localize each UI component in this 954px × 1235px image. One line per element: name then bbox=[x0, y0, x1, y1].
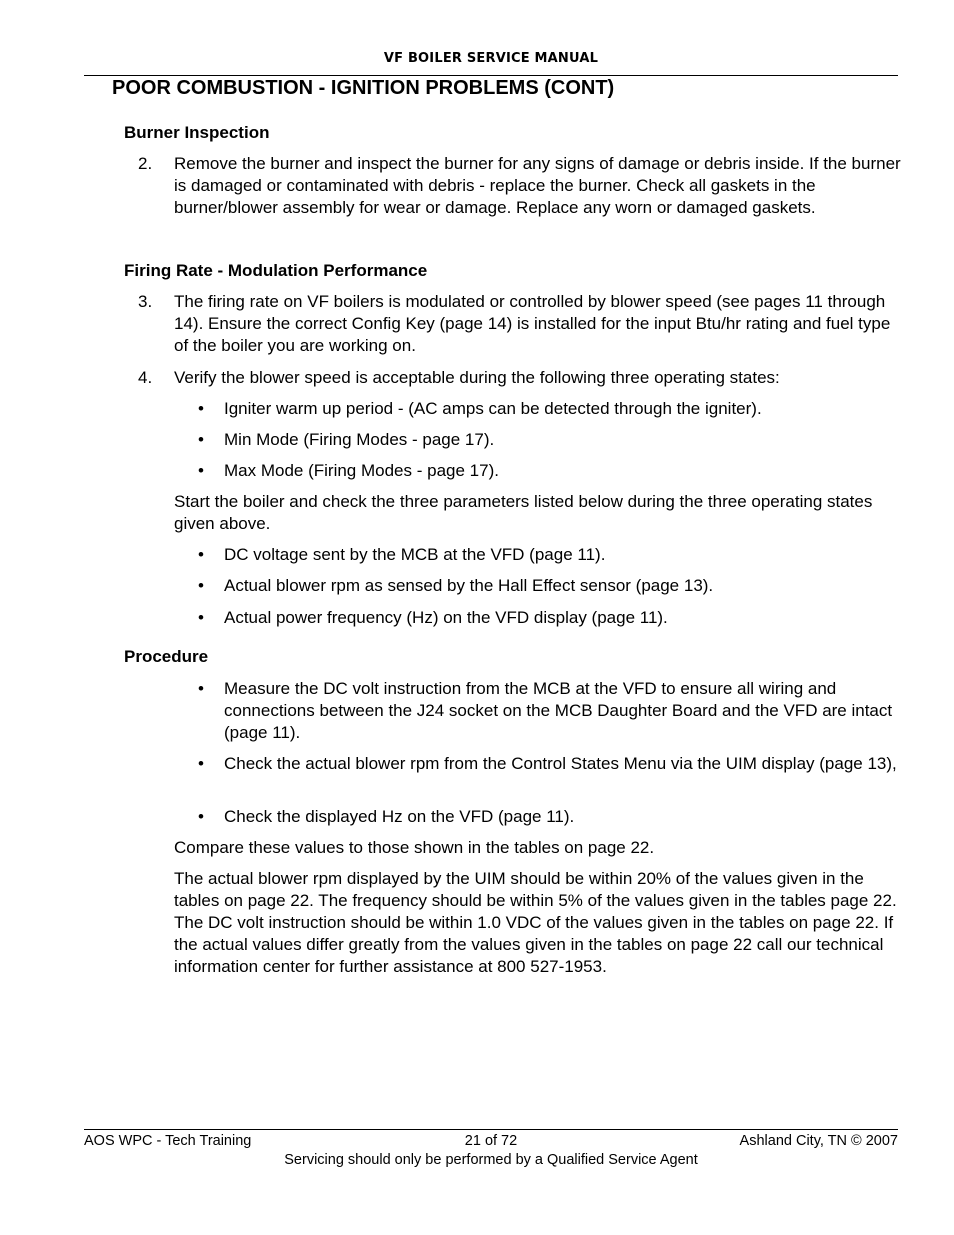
footer-service-notice: Servicing should only be performed by a Qualified Service Agent bbox=[284, 1152, 698, 1168]
bullet-icon: • bbox=[198, 608, 204, 627]
manual-header-title: VF BOILER SERVICE MANUAL bbox=[383, 51, 599, 66]
start-boiler-paragraph: Start the boiler and check the three parameters listed below during the three operating states given above. bbox=[174, 492, 873, 533]
footer-left: AOS WPC - Tech Training bbox=[84, 1133, 252, 1149]
bullet-icon: • bbox=[198, 576, 204, 595]
procedure-step: Measure the DC volt instruction from the MCB at the VFD to ensure all wiring and connections between the J24 socket on the MCB Daughter Board and the VFD are intact (page 11). bbox=[224, 679, 893, 742]
footer-right: Ashland City, TN © 2007 bbox=[739, 1133, 898, 1149]
list-item-text: The firing rate on VF boilers is modulated or controlled by blower speed (see pages 11 through 14). Ensure the correct Config Key (page 14) is installed for the input Btu/hr rating and fuel type of the boiler you are working on. bbox=[174, 292, 891, 355]
bullet-icon: • bbox=[198, 399, 204, 418]
bullet-icon: • bbox=[198, 461, 204, 480]
list-number: 4. bbox=[138, 368, 153, 387]
section-heading-burner-inspection: Burner Inspection bbox=[124, 123, 270, 142]
footer-page-number: 21 of 72 bbox=[464, 1133, 518, 1149]
procedure-step: Check the displayed Hz on the VFD (page 11). bbox=[224, 807, 575, 826]
footer-rule bbox=[84, 1129, 898, 1130]
procedure-step: Check the actual blower rpm from the Control States Menu via the UIM display (page 13), bbox=[224, 754, 897, 773]
parameter-item: DC voltage sent by the MCB at the VFD (page 11). bbox=[224, 545, 606, 564]
tolerance-paragraph: The actual blower rpm displayed by the UIM should be within 20% of the values given in the tables on page 22. The frequency should be within 5% of the values given in the tables page 22. The DC volt instruction should be within 1.0 VDC of the values given in the tables on page 22. If the actual values differ greatly from the values given in the tables on page 22 call our technical information center for further assistance at 800 527-1953. bbox=[174, 869, 897, 976]
parameter-item: Actual power frequency (Hz) on the VFD display (page 11). bbox=[224, 608, 668, 627]
section-heading-firing-rate: Firing Rate - Modulation Performance bbox=[124, 261, 428, 280]
page-title: POOR COMBUSTION - IGNITION PROBLEMS (CONT) bbox=[112, 77, 615, 99]
list-item-text: Verify the blower speed is acceptable during the following three operating states: bbox=[174, 368, 780, 387]
bullet-icon: • bbox=[198, 545, 204, 564]
operating-state-item: Igniter warm up period - (AC amps can be detected through the igniter). bbox=[224, 399, 762, 418]
header-rule bbox=[84, 75, 898, 76]
operating-state-item: Max Mode (Firing Modes - page 17). bbox=[224, 461, 499, 480]
list-number: 3. bbox=[138, 292, 153, 311]
list-item-text: Remove the burner and inspect the burner for any signs of damage or debris inside. If the burner is damaged or contaminated with debris - replace the burner. Check all gaskets in the burner/blower assembly for wear or damage. Replace any worn or damaged gaskets. bbox=[174, 154, 901, 217]
bullet-icon: • bbox=[198, 754, 204, 773]
section-heading-procedure: Procedure bbox=[124, 647, 209, 666]
bullet-icon: • bbox=[198, 430, 204, 449]
bullet-icon: • bbox=[198, 807, 204, 826]
parameter-item: Actual blower rpm as sensed by the Hall Effect sensor (page 13). bbox=[224, 576, 714, 595]
compare-paragraph: Compare these values to those shown in the tables on page 22. bbox=[174, 838, 655, 857]
bullet-icon: • bbox=[198, 679, 204, 698]
list-number: 2. bbox=[138, 154, 153, 173]
operating-state-item: Min Mode (Firing Modes - page 17). bbox=[224, 430, 495, 449]
